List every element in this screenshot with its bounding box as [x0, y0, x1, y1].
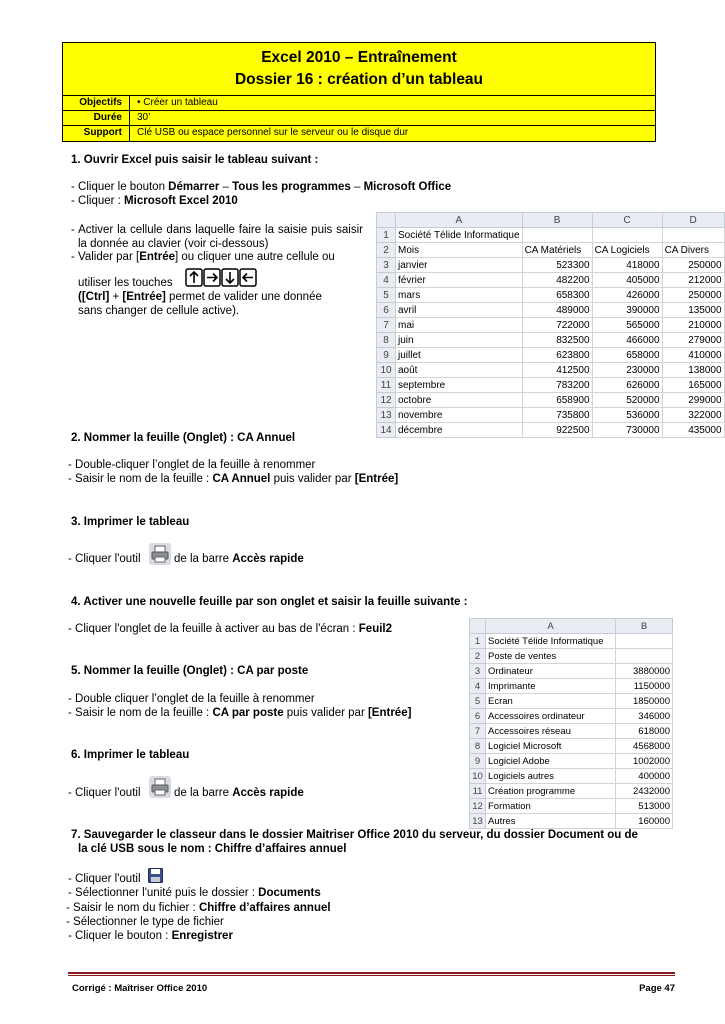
- table-cell: [616, 649, 673, 664]
- doc-subtitle: Dossier 16 : création d’un tableau: [234, 71, 484, 88]
- row-header: 12: [470, 799, 486, 814]
- table-cell: 832500: [522, 333, 592, 348]
- table-cell: Accessoires ordinateur: [486, 709, 616, 724]
- table-cell: 160000: [616, 814, 673, 829]
- row-header: 1: [470, 634, 486, 649]
- table-cell: [616, 634, 673, 649]
- table-row: [470, 664, 673, 679]
- table-cell: Logiciels autres: [486, 769, 616, 784]
- corner-cell: [470, 619, 486, 634]
- s1-line-1: - Cliquer le bouton Démarrer – Tous les programmes – Microsoft Office: [71, 181, 452, 193]
- table-row: [377, 363, 725, 378]
- table-row: [470, 694, 673, 709]
- s3-line-1-end: de la barre Accès rapide: [174, 553, 304, 565]
- table-cell: 405000: [592, 273, 662, 288]
- table-cell: 482200: [522, 273, 592, 288]
- table-cell: CA Matériels: [522, 243, 592, 258]
- table-cell: 250000: [662, 258, 724, 273]
- row-header: 7: [377, 318, 396, 333]
- table-cell: 390000: [592, 303, 662, 318]
- table-cell: 722000: [522, 318, 592, 333]
- table-cell: Imprimante: [486, 679, 616, 694]
- table-row: [377, 393, 725, 408]
- header-key: Support: [63, 126, 130, 142]
- table-cell: 1850000: [616, 694, 673, 709]
- row-header: 6: [377, 303, 396, 318]
- print-icon: [149, 543, 171, 568]
- table-cell: Société Télide Informatique: [486, 634, 616, 649]
- table-cell: juillet: [396, 348, 523, 363]
- header-row-support: [63, 125, 655, 142]
- header-box: [62, 42, 656, 142]
- s2-line-2: - Saisir le nom de la feuille : CA Annuel puis valider par [Entrée]: [68, 473, 399, 485]
- table-cell: [662, 228, 724, 243]
- table-row: [470, 724, 673, 739]
- s1-line-2: - Cliquer : Microsoft Excel 2010: [71, 195, 238, 207]
- s7-line-4: - Sélectionner le type de fichier: [66, 916, 224, 928]
- corner-cell: [377, 213, 396, 228]
- row-header: 2: [470, 649, 486, 664]
- row-header: 9: [470, 754, 486, 769]
- table-cell: 212000: [662, 273, 724, 288]
- table-cell: 735800: [522, 408, 592, 423]
- row-header: 3: [470, 664, 486, 679]
- row-header: 6: [470, 709, 486, 724]
- s7-line-2: - Sélectionner l'unité puis le dossier : Documents: [68, 887, 321, 899]
- s1-line-5: utiliser les touches: [78, 277, 173, 289]
- table-cell: juin: [396, 333, 523, 348]
- table-cell: 565000: [592, 318, 662, 333]
- table-row: [377, 228, 725, 243]
- table-cell: janvier: [396, 258, 523, 273]
- row-header: 4: [470, 679, 486, 694]
- header-row-objectifs: [63, 95, 655, 110]
- table-cell: Autres: [486, 814, 616, 829]
- table-cell: CA Divers: [662, 243, 724, 258]
- table-cell: octobre: [396, 393, 523, 408]
- table-cell: août: [396, 363, 523, 378]
- footer-page-number: Page 47: [639, 983, 675, 994]
- table-row: [470, 814, 673, 829]
- sheet1-table: [376, 212, 725, 438]
- table-cell: 138000: [662, 363, 724, 378]
- table-cell: 658900: [522, 393, 592, 408]
- table-cell: 536000: [592, 408, 662, 423]
- spreadsheet-ca-annuel: [376, 212, 725, 438]
- row-header: 9: [377, 348, 396, 363]
- section-2-title: 2. Nommer la feuille (Onglet) : CA Annuel: [71, 432, 296, 444]
- table-row: [377, 333, 725, 348]
- section-6-title: 6. Imprimer le tableau: [71, 749, 190, 761]
- table-cell: novembre: [396, 408, 523, 423]
- row-header: 10: [377, 363, 396, 378]
- table-cell: Ecran: [486, 694, 616, 709]
- row-header: 5: [377, 288, 396, 303]
- table-cell: 783200: [522, 378, 592, 393]
- table-cell: septembre: [396, 378, 523, 393]
- s4-line-1: - Cliquer l'onglet de la feuille à activer au bas de l'écran : Feuil2: [68, 623, 393, 635]
- table-cell: Accessoires réseau: [486, 724, 616, 739]
- table-cell: 489000: [522, 303, 592, 318]
- table-row: [377, 258, 725, 273]
- row-header: 4: [377, 273, 396, 288]
- section-4-title: 4. Activer une nouvelle feuille par son onglet et saisir la feuille suivante :: [71, 596, 468, 608]
- column-header: D: [662, 213, 724, 228]
- table-cell: Formation: [486, 799, 616, 814]
- column-header: C: [592, 213, 662, 228]
- table-cell: 412500: [522, 363, 592, 378]
- table-cell: 4568000: [616, 739, 673, 754]
- table-cell: 1150000: [616, 679, 673, 694]
- table-cell: 3880000: [616, 664, 673, 679]
- print-icon: [149, 776, 171, 801]
- table-cell: 658000: [592, 348, 662, 363]
- table-row: [377, 378, 725, 393]
- table-row: [470, 799, 673, 814]
- sheet2-table: [469, 618, 673, 829]
- table-cell: février: [396, 273, 523, 288]
- doc-title: Excel 2010 – Entraînement: [261, 49, 457, 66]
- footer-rule: [68, 972, 675, 974]
- table-cell: 418000: [592, 258, 662, 273]
- table-cell: Logiciel Adobe: [486, 754, 616, 769]
- table-cell: Logiciel Microsoft: [486, 739, 616, 754]
- column-header: A: [486, 619, 616, 634]
- table-cell: 730000: [592, 423, 662, 438]
- column-header-row: [470, 619, 673, 634]
- row-header: 13: [377, 408, 396, 423]
- table-row: [377, 243, 725, 258]
- save-icon: [148, 868, 163, 886]
- table-cell: 626000: [592, 378, 662, 393]
- table-cell: 1002000: [616, 754, 673, 769]
- table-cell: 410000: [662, 348, 724, 363]
- table-cell: avril: [396, 303, 523, 318]
- spreadsheet-ca-par-poste: [469, 618, 673, 829]
- row-header: 11: [470, 784, 486, 799]
- header-row-duree: [63, 110, 655, 125]
- s5-line-1: - Double cliquer l’onglet de la feuille à renommer: [68, 693, 315, 705]
- section-7-title-cont: la clé USB sous le nom : Chiffre d’affaires annuel: [78, 843, 347, 855]
- section-1-title: 1. Ouvrir Excel puis saisir le tableau suivant :: [71, 154, 319, 166]
- table-cell: 135000: [662, 303, 724, 318]
- row-header: 8: [377, 333, 396, 348]
- table-row: [470, 769, 673, 784]
- header-key: Objectifs: [63, 96, 130, 110]
- row-header: 5: [470, 694, 486, 709]
- table-row: [377, 423, 725, 438]
- header-value: • Créer un tableau: [137, 97, 218, 108]
- column-header-row: [377, 213, 725, 228]
- table-cell: 322000: [662, 408, 724, 423]
- table-cell: 2432000: [616, 784, 673, 799]
- table-cell: Poste de ventes: [486, 649, 616, 664]
- table-cell: Société Télide Informatique: [396, 228, 523, 243]
- table-row: [470, 679, 673, 694]
- table-cell: CA Logiciels: [592, 243, 662, 258]
- table-row: [470, 739, 673, 754]
- table-cell: 922500: [522, 423, 592, 438]
- table-row: [470, 649, 673, 664]
- section-7-title: 7. Sauvegarder le classeur dans le dossier Maitriser Office 2010 du serveur, du dossier Document ou de: [71, 829, 638, 841]
- table-row: [377, 273, 725, 288]
- s7-line-5: - Cliquer le bouton : Enregistrer: [68, 930, 233, 942]
- s1-line-7: sans changer de cellule active).: [78, 305, 240, 317]
- table-cell: 210000: [662, 318, 724, 333]
- row-header: 8: [470, 739, 486, 754]
- table-cell: 435000: [662, 423, 724, 438]
- table-cell: 400000: [616, 769, 673, 784]
- row-header: 7: [470, 724, 486, 739]
- table-cell: mai: [396, 318, 523, 333]
- section-3-title: 3. Imprimer le tableau: [71, 516, 190, 528]
- table-row: [470, 709, 673, 724]
- s6-line-1-end: de la barre Accès rapide: [174, 787, 304, 799]
- footer-left: Corrigé : Maîtriser Office 2010: [72, 983, 208, 994]
- table-row: [470, 754, 673, 769]
- table-cell: 299000: [662, 393, 724, 408]
- row-header: 12: [377, 393, 396, 408]
- table-cell: 513000: [616, 799, 673, 814]
- column-header: B: [522, 213, 592, 228]
- table-cell: 623800: [522, 348, 592, 363]
- s1-line-6: ([Ctrl] + [Entrée] permet de valider une donnée: [78, 291, 322, 303]
- table-cell: 230000: [592, 363, 662, 378]
- table-cell: 618000: [616, 724, 673, 739]
- s6-line-1: - Cliquer l'outil: [68, 787, 141, 799]
- footer-rule-thin: [68, 975, 675, 976]
- table-cell: Ordinateur: [486, 664, 616, 679]
- table-cell: Création programme: [486, 784, 616, 799]
- table-cell: 658300: [522, 288, 592, 303]
- table-row: [377, 348, 725, 363]
- row-header: 13: [470, 814, 486, 829]
- s1-line-4: - Valider par [Entrée] ou cliquer une autre cellule ou: [71, 251, 335, 263]
- table-cell: [592, 228, 662, 243]
- table-row: [377, 288, 725, 303]
- row-header: 10: [470, 769, 486, 784]
- row-header: 1: [377, 228, 396, 243]
- column-header: A: [396, 213, 523, 228]
- row-header: 14: [377, 423, 396, 438]
- table-cell: 250000: [662, 288, 724, 303]
- s5-line-2: - Saisir le nom de la feuille : CA par poste puis valider par [Entrée]: [68, 707, 412, 719]
- row-header: 2: [377, 243, 396, 258]
- s7-line-3: - Saisir le nom du fichier : Chiffre d’affaires annuel: [66, 902, 331, 914]
- header-key: Durée: [63, 111, 130, 125]
- section-5-title: 5. Nommer la feuille (Onglet) : CA par poste: [71, 665, 309, 677]
- table-cell: 279000: [662, 333, 724, 348]
- column-header: B: [616, 619, 673, 634]
- table-row: [377, 408, 725, 423]
- table-row: [470, 784, 673, 799]
- table-cell: [522, 228, 592, 243]
- header-value: Clé USB ou espace personnel sur le serveur ou le disque dur: [137, 127, 409, 138]
- table-cell: décembre: [396, 423, 523, 438]
- table-cell: 523300: [522, 258, 592, 273]
- table-cell: 165000: [662, 378, 724, 393]
- table-cell: Mois: [396, 243, 523, 258]
- table-row: [377, 303, 725, 318]
- table-cell: 346000: [616, 709, 673, 724]
- table-cell: 466000: [592, 333, 662, 348]
- s2-line-1: - Double-cliquer l’onglet de la feuille à renommer: [68, 459, 316, 471]
- table-cell: 520000: [592, 393, 662, 408]
- header-value: 30’: [137, 112, 151, 123]
- arrow-keys-icon: [185, 268, 259, 290]
- table-row: [470, 634, 673, 649]
- s7-line-1: - Cliquer l'outil: [68, 873, 141, 885]
- s1-line-3: - Activer la cellule dans laquelle faire la saisie puis saisir la donnée au clavier (voir ci-dessous): [71, 224, 363, 250]
- table-row: [377, 318, 725, 333]
- row-header: 3: [377, 258, 396, 273]
- s3-line-1: - Cliquer l'outil: [68, 553, 141, 565]
- table-cell: 426000: [592, 288, 662, 303]
- table-cell: mars: [396, 288, 523, 303]
- row-header: 11: [377, 378, 396, 393]
